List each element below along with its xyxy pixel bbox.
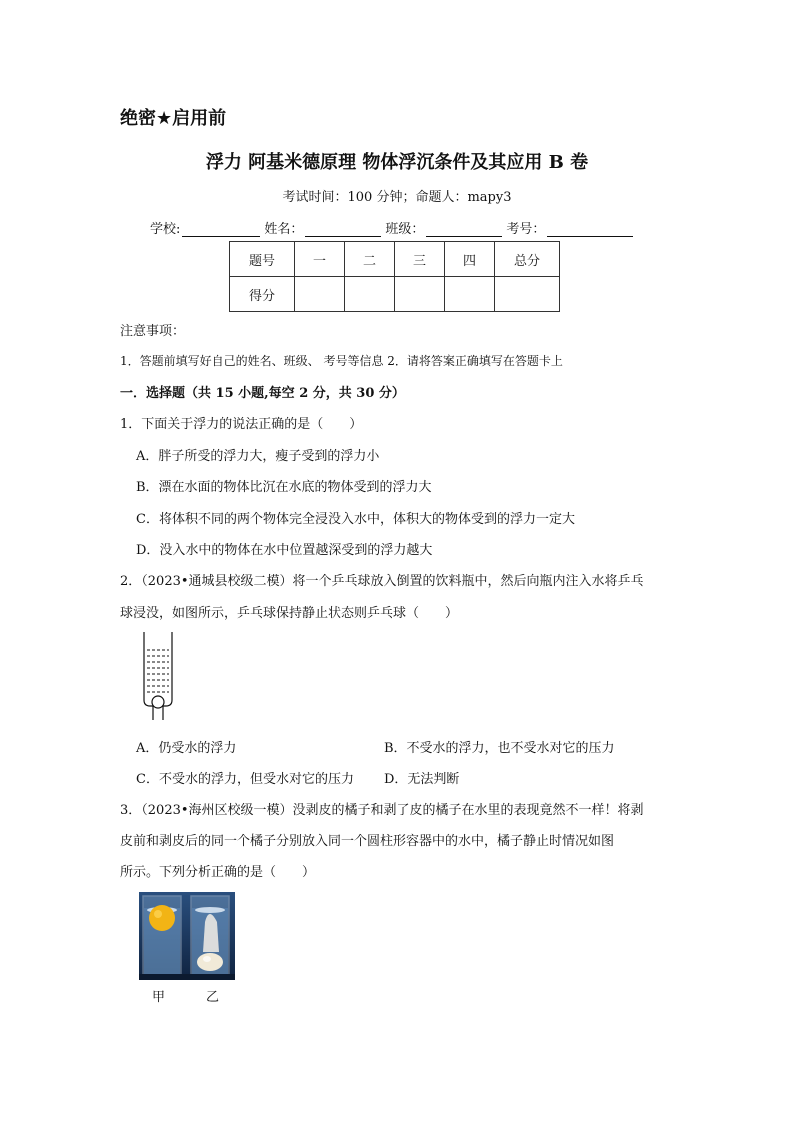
question-1-option-a: A．胖子所受的浮力大，瘦子受到的浮力小	[136, 449, 380, 464]
school-input-line[interactable]	[182, 222, 260, 237]
score-table-cell: 三	[395, 242, 445, 277]
question-2-stem-line-2: 球浸没，如图所示，乒乓球保持静止状态则乒乓球（ ）	[120, 606, 459, 621]
figure-label-jia: 甲	[152, 990, 166, 1005]
question-1-option-c: C．将体积不同的两个物体完全浸没入水中，体积大的物体受到的浮力一定大	[136, 512, 575, 527]
secret-label: 绝密★启用前	[120, 108, 227, 129]
name-label: 姓名：	[264, 222, 304, 237]
orange-in-water-photo	[139, 892, 235, 980]
student-info-fields	[150, 218, 637, 237]
score-input-cell[interactable]	[445, 277, 495, 312]
question-2-option-b: B．不受水的浮力，也不受水对它的压力	[384, 741, 615, 756]
name-input-line[interactable]	[305, 222, 381, 237]
score-table-cell: 一	[295, 242, 345, 277]
class-label: 班级：	[385, 222, 425, 237]
question-2-option-c: C．不受水的浮力，但受水对它的压力	[136, 772, 354, 787]
score-input-cell[interactable]	[345, 277, 395, 312]
question-2-option-a: A．仍受水的浮力	[136, 741, 237, 756]
score-table-cell: 题号	[230, 242, 295, 277]
question-3-stem-line-1: 3．（2023•海州区校级一模）没剥皮的橘子和剥了皮的橘子在水里的表现竟然不一样！将剥	[120, 803, 644, 818]
score-input-cell[interactable]	[495, 277, 560, 312]
score-table-cell: 得分	[230, 277, 295, 312]
question-3-stem-line-2: 皮前和剥皮后的同一个橘子分别放入同一个圆柱形容器中的水中，橘子静止时情况如图	[120, 834, 615, 849]
score-table-score-row	[230, 277, 560, 312]
score-table	[229, 241, 560, 312]
score-table-cell: 总分	[495, 242, 560, 277]
section-heading: 一．选择题（共 15 小题,每空 2 分，共 30 分）	[120, 386, 405, 401]
question-1-stem: 1．下面关于浮力的说法正确的是（ ）	[120, 417, 363, 432]
inverted-bottle-diagram	[138, 630, 178, 722]
question-2-stem-line-1: 2．（2023•通城县校级二模）将一个乒乓球放入倒置的饮料瓶中，然后向瓶内注入水将乒乓	[120, 574, 644, 589]
score-table-cell: 四	[445, 242, 495, 277]
score-input-cell[interactable]	[395, 277, 445, 312]
question-2-option-d: D．无法判断	[384, 772, 460, 787]
question-3-stem-line-3: 所示。下列分析正确的是（ ）	[120, 865, 316, 880]
notice-text: 1．答题前填写好自己的姓名、班级、 考号等信息 2．请将答案正确填写在答题卡上	[120, 354, 563, 368]
figure-label-yi: 乙	[206, 990, 220, 1005]
score-table-cell: 二	[345, 242, 395, 277]
school-label: 学校:	[150, 222, 181, 237]
notice-heading: 注意事项：	[120, 324, 186, 339]
exam-info: 考试时间：100 分钟；命题人：mapy3	[282, 190, 512, 205]
question-1-option-d: D．没入水中的物体在水中位置越深受到的浮力越大	[136, 543, 433, 558]
class-input-line[interactable]	[426, 222, 502, 237]
score-input-cell[interactable]	[295, 277, 345, 312]
page-title: 浮力 阿基米德原理 物体浮沉条件及其应用 B 卷	[205, 152, 589, 173]
exam-number-label: 考号：	[506, 222, 546, 237]
exam-number-input-line[interactable]	[547, 222, 633, 237]
question-1-option-b: B．漂在水面的物体比沉在水底的物体受到的浮力大	[136, 480, 432, 495]
score-table-header-row	[230, 242, 560, 277]
